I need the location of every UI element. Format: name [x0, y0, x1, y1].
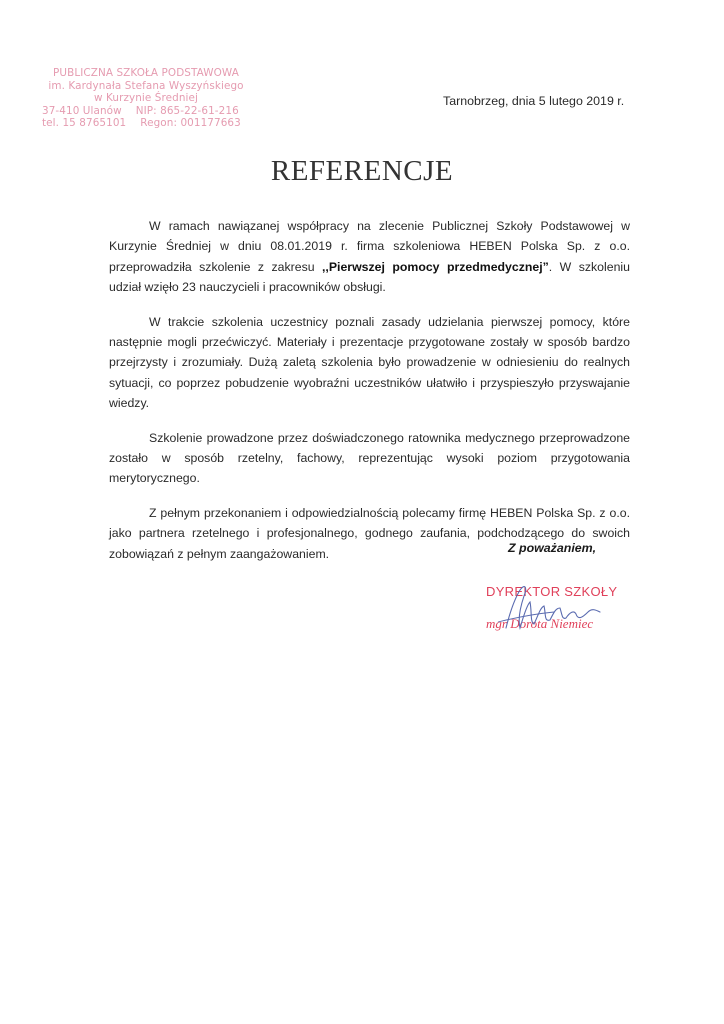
paragraph-1-text: W ramach nawiązanej współpracy na zlecenie Publicznej Szkoły Podstawowej w Kurzynie Średniej w dniu 08.01.2019 r. firma szkoleniowa HEBEN Polska Sp. z o.o. przeprowadziła szkolenie z zakresu: [109, 219, 630, 274]
stamp-school-name: PUBLICZNA SZKOŁA PODSTAWOWA: [53, 67, 239, 79]
stamp-regon: Regon: 001177663: [140, 117, 241, 130]
stamp-location: w Kurzynie Średniej: [93, 92, 198, 105]
stamp-contact-row: [36, 117, 256, 130]
handwritten-signature: [484, 582, 634, 642]
stamp-address-row: [36, 105, 256, 118]
paragraph-1: [109, 216, 630, 298]
paragraph-2: W trakcie szkolenia uczestnicy poznali zasady udzielania pierwszej pomocy, które następnie mogli przećwiczyć. Materiały i prezentacje przygotowane zostały w sposób bardzo przejrzysty i zrozumiały. Dużą zaletą szkolenia było prowadzenie w odniesieniu do realnych sytuacji, co poprzez pobudzenie wyobraźni uczestników ułatwiło i przyspieszyło przyswajanie wiedzy.: [109, 314, 630, 411]
stamp-address: 37-410 Ulanów: [42, 104, 122, 117]
director-signature-block: [484, 582, 634, 642]
paragraph-4: Z pełnym przekonaniem i odpowiedzialnością polecamy firmę HEBEN Polska Sp. z o.o. jako partnera rzetelnego i profesjonalnego, godnego zaufania, podchodzącego do swoich zobowiązań z pełnym zaangażowaniem.: [109, 505, 630, 561]
stamp-nip: NIP: 865-22-61-216: [135, 104, 239, 117]
closing-regards: Z poważaniem,: [508, 541, 597, 555]
paragraph-3: Szkolenie prowadzone przez doświadczonego ratownika medycznego przeprowadzone zostało w sposób rzetelny, fachowy, reprezentując wysoki poziom przygotowania merytorycznego.: [109, 430, 630, 486]
training-topic: ,,Pierwszej pomocy przedmedycznej”: [322, 259, 549, 274]
document-date: Tarnobrzeg, dnia 5 lutego 2019 r.: [443, 94, 625, 108]
stamp-phone: tel. 15 8765101: [42, 117, 127, 130]
document-body: [109, 216, 630, 578]
director-role-stamp: DYREKTOR SZKOŁY: [486, 584, 618, 599]
school-header-stamp: [36, 67, 256, 130]
stamp-patron: im. Kardynała Stefana Wyszyńskiego: [48, 79, 244, 92]
paragraph-1-text-end: . W szkoleniu udział wzięło 23 nauczycieli i pracowników obsługi.: [109, 259, 631, 295]
director-name-stamp: mgr Dorota Niemiec: [486, 616, 594, 631]
document-title: REFERENCJE: [270, 155, 454, 187]
